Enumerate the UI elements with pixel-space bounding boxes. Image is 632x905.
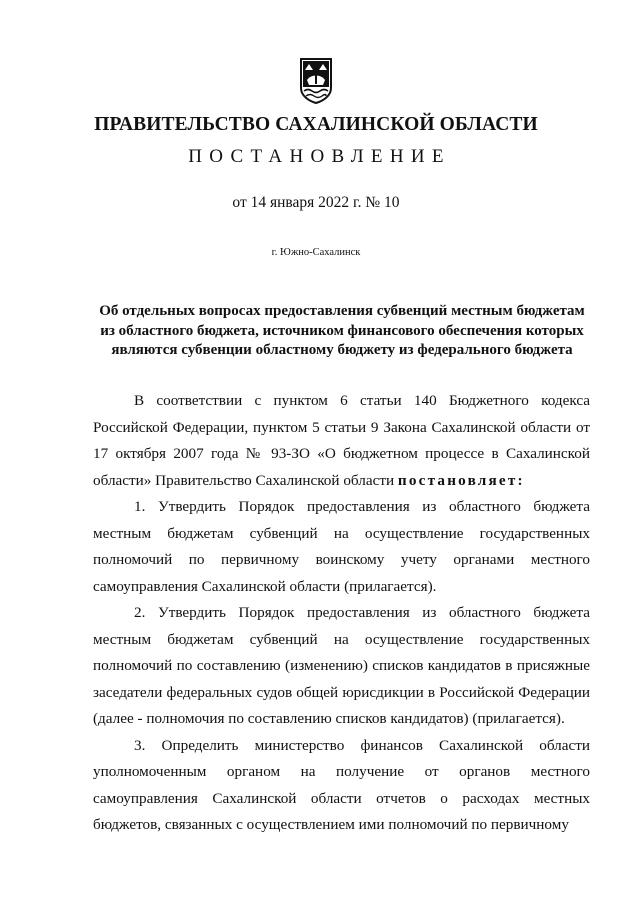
issue-city: г. Южно-Сахалинск — [271, 247, 361, 258]
preamble-paragraph — [93, 388, 590, 494]
document-body — [93, 388, 590, 839]
item-1-paragraph: 1. Утвердить Порядок предоставления из областного бюджета местным бюджетам субвенций на осуществление государственных полномочий по первичному воинскому учету органами местного самоуправления Сахалинской области (прилагается). — [93, 498, 590, 595]
sakhalin-coat-of-arms-icon — [299, 58, 333, 104]
item-3-paragraph: 3. Определить министерство финансов Сахалинской области уполномоченным органом на получение от органов местного самоуправления Сахалинской области отчетов о расходах местных бюджетов, связанных с осуществлением ими полномочий по первичному — [93, 736, 590, 833]
decree-word: постановляет: — [397, 471, 525, 489]
item-2-paragraph: 2. Утвердить Порядок предоставления из областного бюджета местным бюджетам субвенций на осуществление государственных полномочий по составлению (изменению) списков кандидатов в присяжные заседатели федеральных судов общей юрисдикции в Российской Федерации (далее - полномочия по составлению списков кандидатов) (прилагается). — [93, 604, 590, 727]
document-subject: Об отдельных вопросах предоставления субвенций местным бюджетам из областного бюджета, источником финансового обеспечения которых являются субвенции областному бюджету из федерального бюджета — [99, 303, 585, 358]
preamble-text: В соответствии с пунктом 6 статьи 140 Бюджетного кодекса Российской Федерации, пунктом 5 статьи 9 Закона Сахалинской области от 17 октября 2007 года № 93-ЗО «О бюджетном процессе в Сахалинской области» Правительство Сахалинской области — [93, 392, 590, 489]
government-title: ПРАВИТЕЛЬСТВО САХАЛИНСКОЙ ОБЛАСТИ — [94, 114, 538, 135]
document-kind: ПОСТАНОВЛЕНИЕ — [188, 146, 451, 167]
document-date-number: от 14 января 2022 г. № 10 — [232, 194, 400, 211]
